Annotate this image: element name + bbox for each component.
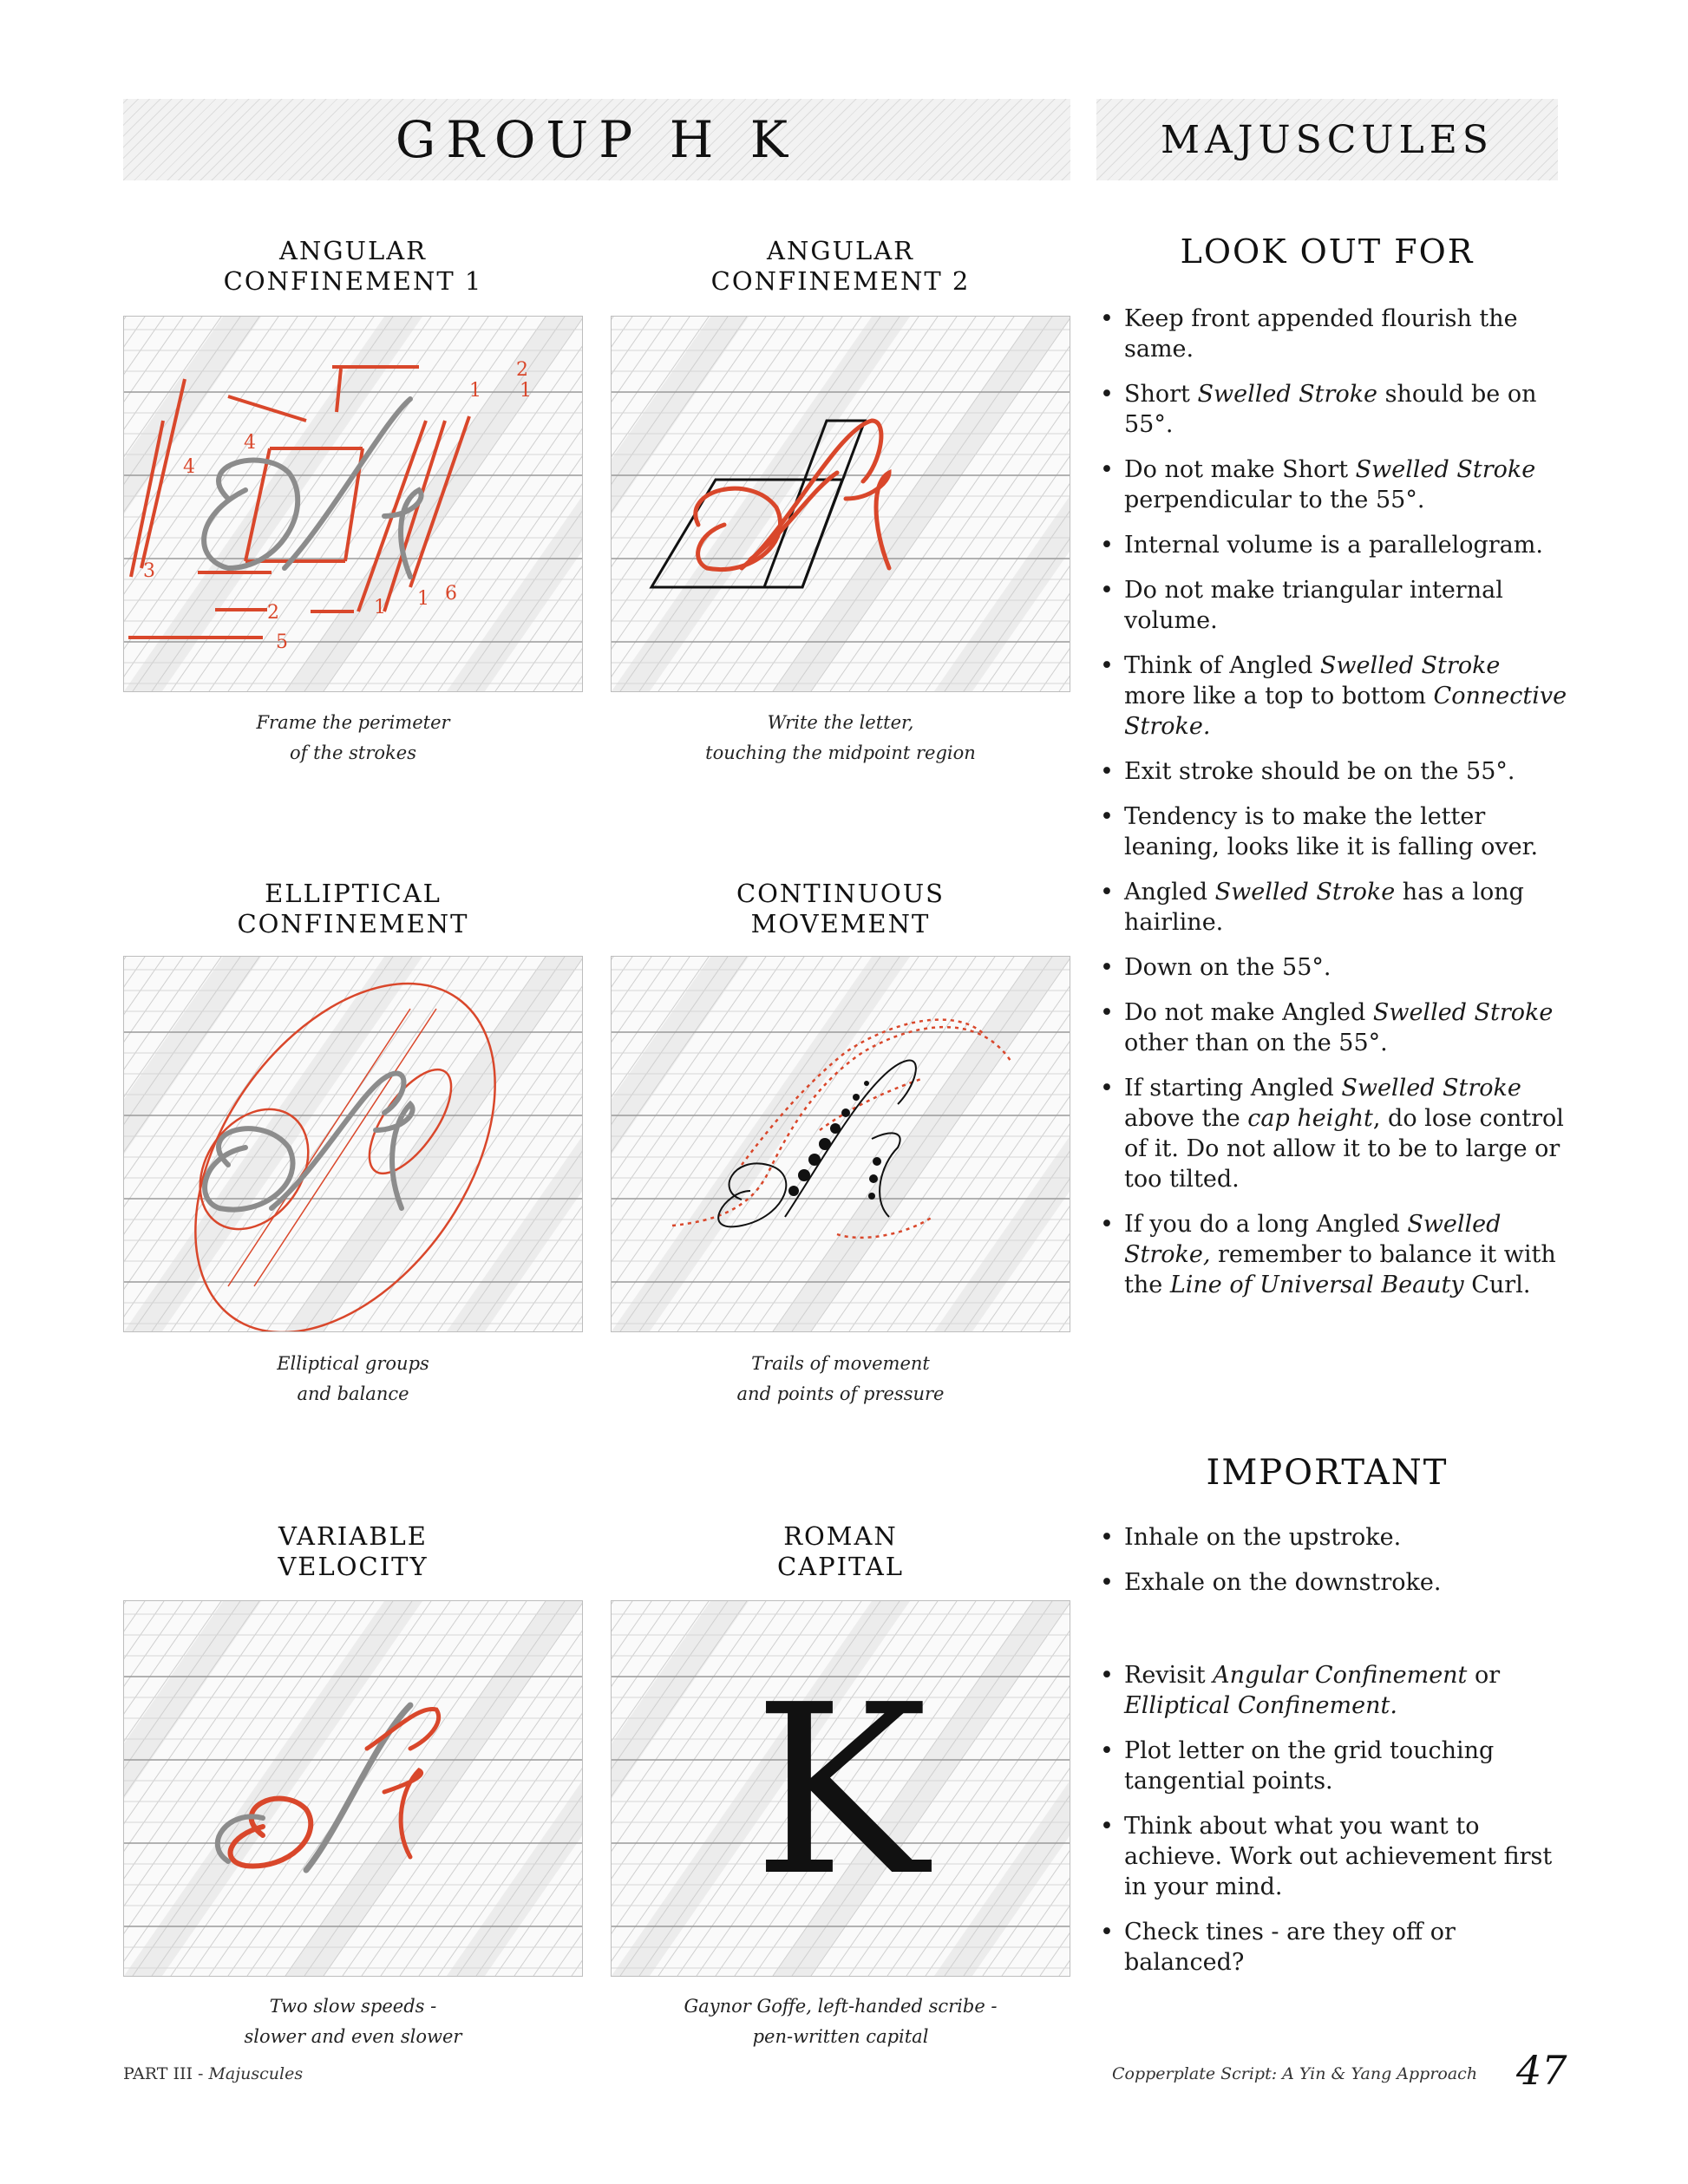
panel-angular-confinement-2 (611, 316, 1070, 692)
card-title-elliptical: ELLIPTICAL CONFINEMENT (237, 879, 469, 938)
letter-k-strokes (204, 399, 421, 577)
card-title-variable-velocity: VARIABLE VELOCITY (278, 1521, 429, 1581)
list-item: • Revisit Angular Confinement or Elliptical Confinement. (1095, 1660, 1567, 1721)
caption-angular-1: Frame the perimeter of the strokes (256, 712, 450, 763)
list-item: • Tendency is to make the letter leaning, looks like it is falling over. (1095, 801, 1567, 862)
group-title-banner (123, 99, 1070, 180)
angular-confinement-1-illustration (124, 317, 582, 691)
elliptical-confinement-illustration (124, 957, 582, 1331)
card-title-angular-1: ANGULAR CONFINEMENT 1 (223, 236, 483, 296)
list-item: • If starting Angled Swelled Stroke above the cap height, do lose control of it. Do not allow it to be to large or too tilted. (1095, 1073, 1567, 1194)
svg-text:6: 6 (445, 583, 457, 605)
caption-roman-capital: Gaynor Goffe, left-handed scribe - pen-written capital (684, 1996, 998, 2047)
footer-part: PART III - Majuscules (123, 2064, 304, 2083)
card-title-angular-2: ANGULAR CONFINEMENT 2 (710, 236, 971, 296)
svg-text:2: 2 (516, 359, 528, 381)
list-item: • Keep front appended flourish the same. (1095, 304, 1567, 364)
panel-variable-velocity (123, 1600, 583, 1977)
caption-variable-velocity: Two slow speeds - slower and even slower (244, 1996, 462, 2047)
svg-text:5: 5 (276, 631, 288, 653)
list-item: • Exit stroke should be on the 55°. (1095, 756, 1567, 787)
card-title-roman-capital: ROMAN CAPITAL (776, 1521, 905, 1581)
continuous-movement-illustration (612, 957, 1070, 1331)
look-out-for-heading: LOOK OUT FOR (1180, 232, 1475, 271)
important-heading: IMPORTANT (1206, 1453, 1449, 1493)
caption-angular-2: Write the letter, touching the midpoint region (705, 712, 976, 763)
important-list-practice (1095, 1660, 1567, 1992)
svg-text:1: 1 (469, 380, 481, 402)
svg-text:3: 3 (143, 560, 155, 582)
list-item: • Plot letter on the grid touching tangential points. (1095, 1736, 1567, 1796)
list-item: • Exhale on the downstroke. (1095, 1567, 1567, 1598)
section-title: MAJUSCULES (1161, 117, 1494, 162)
parallelogram-frame (651, 421, 865, 587)
caption-continuous: Trails of movement and points of pressure (736, 1353, 945, 1404)
letter-k-strokes (696, 421, 889, 570)
card-title-continuous: CONTINUOUS MOVEMENT (736, 879, 945, 938)
footer-book-title: Copperplate Script: A Yin & Yang Approach (1112, 2064, 1478, 2083)
roman-capital-k: K (753, 1654, 928, 1927)
letter-k-strokes (205, 1074, 412, 1210)
panel-continuous-movement (611, 956, 1070, 1332)
page-number: 47 (1516, 2047, 1567, 2094)
confinement-ellipses (134, 957, 556, 1331)
letter-k-hairlines (718, 1061, 916, 1227)
list-item: • Inhale on the upstroke. (1095, 1522, 1567, 1553)
list-item: • Do not make triangular internal volume. (1095, 575, 1567, 636)
panel-roman-capital (611, 1600, 1070, 1977)
roman-capital-illustration (612, 1601, 1070, 1976)
svg-text:2: 2 (267, 602, 279, 624)
list-item: • Down on the 55°. (1095, 952, 1567, 983)
list-item: • Do not make Angled Swelled Stroke other than on the 55°. (1095, 997, 1567, 1058)
svg-text:4: 4 (183, 456, 195, 478)
letter-k-strokes (218, 1705, 439, 1870)
angular-confinement-2-illustration (612, 317, 1070, 691)
svg-text:4: 4 (244, 432, 256, 454)
important-list-breathing (1095, 1522, 1567, 1612)
svg-text:1: 1 (417, 588, 429, 610)
group-title: GROUP H K (395, 110, 799, 169)
caption-elliptical: Elliptical groups and balance (277, 1353, 429, 1404)
panel-angular-confinement-1 (123, 316, 583, 692)
svg-text:1: 1 (374, 597, 386, 618)
look-out-for-list (1095, 304, 1567, 1315)
svg-text:1: 1 (520, 380, 532, 402)
section-title-banner (1096, 99, 1558, 180)
list-item: • Short Swelled Stroke should be on 55°. (1095, 379, 1567, 440)
list-item: • If you do a long Angled Swelled Stroke, remember to balance it with the Line of Universal Beauty Curl. (1095, 1209, 1567, 1300)
list-item: • Internal volume is a parallelogram. (1095, 530, 1567, 560)
list-item: • Check tines - are they off or balanced? (1095, 1917, 1567, 1978)
panel-elliptical-confinement (123, 956, 583, 1332)
list-item: • Do not make Short Swelled Stroke perpendicular to the 55°. (1095, 454, 1567, 515)
list-item: • Angled Swelled Stroke has a long hairline. (1095, 877, 1567, 938)
list-item: • Think of Angled Swelled Stroke more like a top to bottom Connective Stroke. (1095, 651, 1567, 742)
variable-velocity-illustration (124, 1601, 582, 1976)
list-item: • Think about what you want to achieve. Work out achievement first in your mind. (1095, 1811, 1567, 1902)
